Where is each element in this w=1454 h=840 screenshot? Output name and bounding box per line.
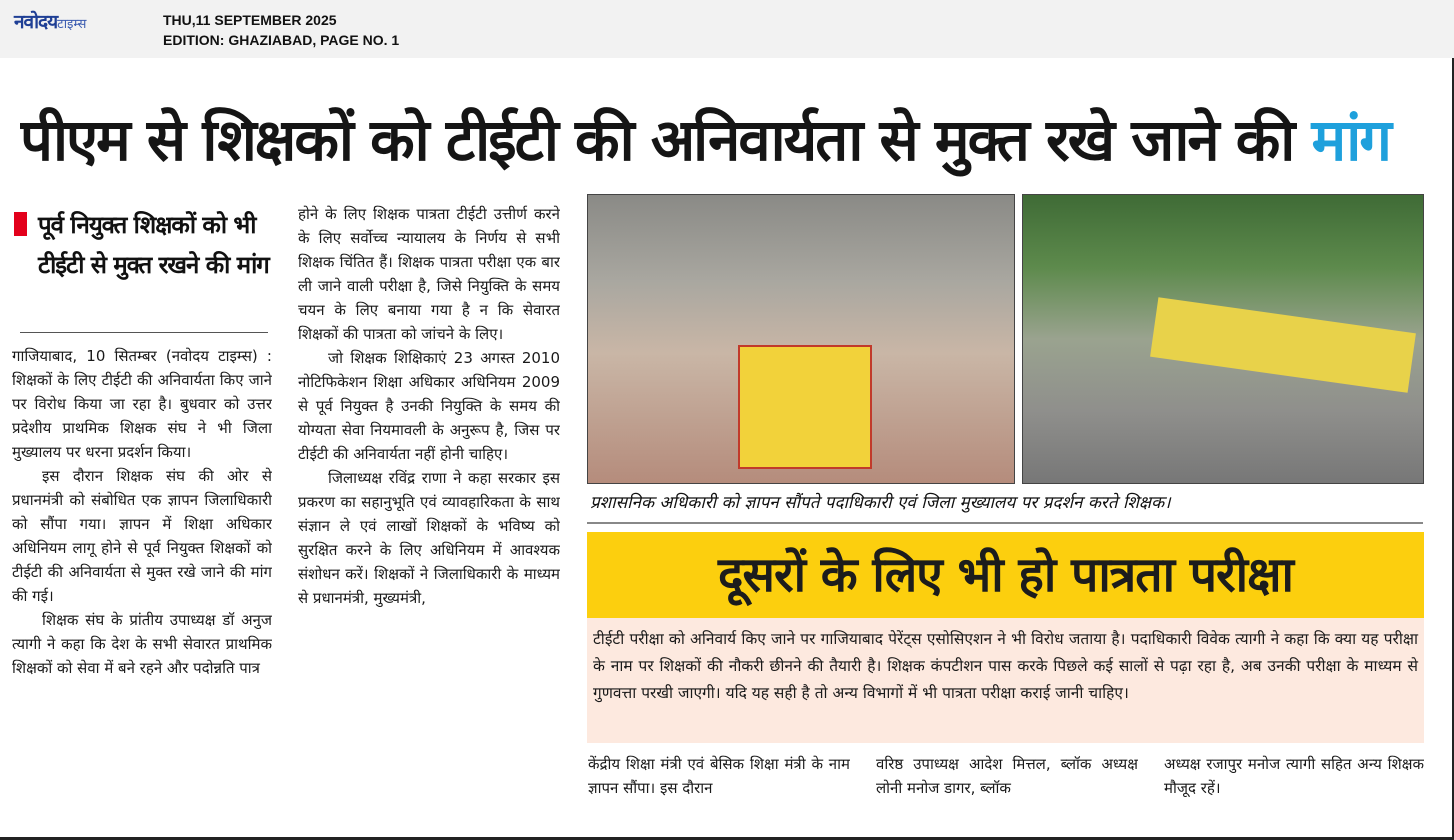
paragraph: जो शिक्षक शिक्षिकाएं 23 अगस्त 2010 नोटिफिकेशन शिक्षा अधिकार अधिनियम 2009 से पूर्व नियुक्त है उनकी नियुक्ति के समय की योग्यता सेवा नियमावली के अनुरूप है, जिस पर टीईटी की अनिवार्यता नहीं होनी चाहिए। — [298, 349, 560, 463]
edition-meta — [163, 10, 399, 50]
bottom-column-1: केंद्रीय शिक्षा मंत्री एवं बेसिक शिक्षा मंत्री के नाम ज्ञापन सौंपा। इस दौरान — [588, 755, 850, 797]
logo-sub-text: टाइम्स — [57, 17, 87, 32]
box-body-panel — [587, 618, 1424, 743]
newspaper-logo[interactable] — [14, 8, 86, 34]
article-column-1 — [12, 344, 272, 809]
protest-photo-memorandum[interactable] — [587, 194, 1015, 484]
paragraph: गाजियाबाद, 10 सितम्बर (नवोदय टाइम्स) : शिक्षकों के लिए टीईटी की अनिवार्यता किए जाने पर विरोध किया जा रहा है। बुधवार को उत्तर प्रदेशीय प्राथमिक शिक्षक संघ ने भी जिला मुख्यालय पर धरना प्रदर्शन किया। — [12, 347, 272, 461]
bottom-column-3: अध्यक्ष रजापुर मनोज त्यागी सहित अन्य शिक्षक मौजूद रहें। — [1164, 755, 1424, 797]
photo-banner — [1150, 297, 1416, 393]
edition-date: THU,11 SEPTEMBER 2025 — [163, 12, 337, 28]
logo-main-text: नवोदय — [14, 11, 58, 33]
paragraph: इस दौरान शिक्षक संघ की ओर से प्रधानमंत्री को संबोधित एक ज्ञापन जिलाधिकारी को सौंपा गया। ज्ञापन में शिक्षा अधिकार अधिनियम लागू होने से पूर्व नियुक्त शिक्षकों को टीईटी की अनिवार्यता से मुक्त रखे जाने की मांग की गई। — [12, 467, 272, 605]
red-marker-icon — [14, 212, 27, 236]
main-headline — [20, 100, 1434, 180]
photo-caption: प्रशासनिक अधिकारी को ज्ञापन सौंपते पदाधिकारी एवं जिला मुख्यालय पर प्रदर्शन करते शिक्षक। — [590, 493, 1171, 513]
bottom-column-2: वरिष्ठ उपाध्यक्ष आदेश मित्तल, ब्लॉक अध्यक्ष लोनी मनोज डागर, ब्लॉक — [876, 755, 1138, 797]
paragraph: जिलाध्यक्ष रविंद्र राणा ने कहा सरकार इस प्रकरण का सहानुभूति एवं व्यावहारिकता के साथ संज्ञान ले एवं लाखों शिक्षकों के भविष्य को सुरक्षित करने के लिए अधिनियम में आवश्यक संशोधन करें। शिक्षकों ने जिलाधिकारी के माध्यम से प्रधानमंत्री, मुख्यमंत्री, — [298, 469, 560, 607]
paragraph: होने के लिए शिक्षक पात्रता टीईटी उत्तीर्ण करने के लिए सर्वोच्च न्यायालय के निर्णय से सभी शिक्षक चिंतित हैं। शिक्षक पात्रता परीक्षा एक बार ली जाने वाली परीक्षा है, जिसे नियुक्ति के समय चयन के लिए बनाया गया है न कि सेवारत शिक्षकों की पात्रता को जांचने के लिए। — [298, 205, 560, 343]
box-title: दूसरों के लिए भी हो पात्रता परीक्षा — [718, 547, 1293, 603]
sub-headline-text: पूर्व नियुक्त शिक्षकों को भी टीईटी से मुक्त रखने की मांग — [38, 211, 269, 279]
top-bar — [0, 0, 1454, 58]
box-title-panel — [587, 532, 1424, 618]
headline-main-text: पीएम से शिक्षकों को टीईटी की अनिवार्यता से मुक्त रखे जाने की — [20, 106, 1294, 174]
article-column-2 — [298, 202, 560, 808]
box-body-text: टीईटी परीक्षा को अनिवार्य किए जाने पर गाजियाबाद पेरेंट्स एसोसिएशन ने भी विरोध जताया है। पदाधिकारी विवेक त्यागी ने कहा कि क्या यह परीक्षा के नाम पर शिक्षकों की नौकरी छीनने की तैयारी है। शिक्षक कंपटीशन पास करके पिछले कई सालों से पढ़ा रहा है, अब उनकी परीक्षा के माध्यम से गुणवत्ता परखी जाएगी। यदि यह सही है तो अन्य विभागों में भी पात्रता परीक्षा कराई जानी चाहिए। — [593, 630, 1418, 702]
sub-headline — [14, 205, 274, 285]
photo-banner — [738, 345, 872, 469]
protest-photo-crowd[interactable] — [1022, 194, 1424, 484]
edition-info: EDITION: GHAZIABAD, PAGE NO. 1 — [163, 32, 400, 48]
divider — [587, 522, 1423, 524]
headline-accent-text: मांग — [1311, 106, 1390, 174]
paragraph: शिक्षक संघ के प्रांतीय उपाध्यक्ष डॉ अनुज त्यागी ने कहा कि देश के सभी सेवारत प्राथमिक शिक्षकों को सेवा में बने रहने और पदोन्नति पात्र — [12, 611, 272, 677]
divider — [20, 332, 268, 333]
